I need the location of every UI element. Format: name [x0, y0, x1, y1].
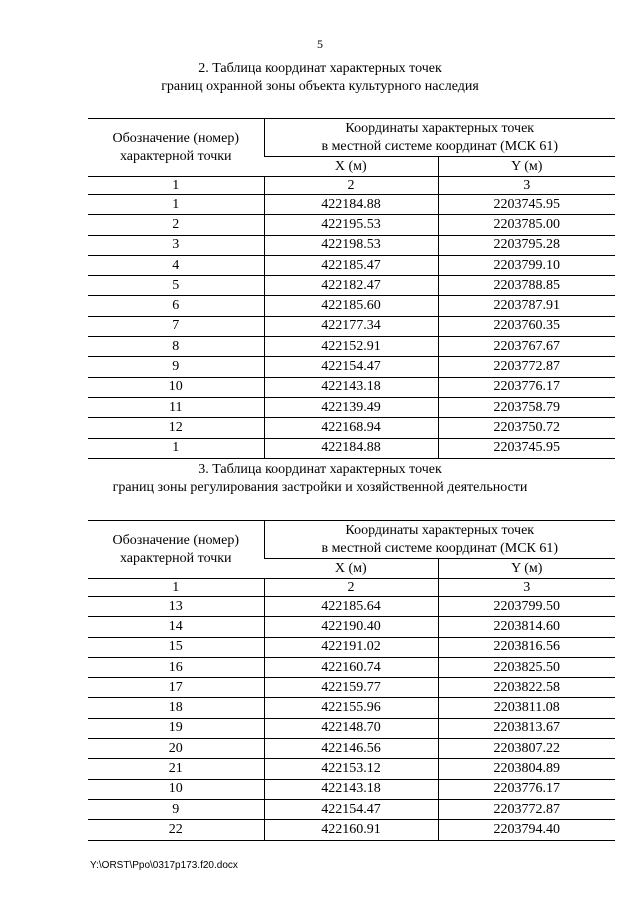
header-y: Y (м) [438, 157, 615, 177]
table1-coordinates [88, 118, 615, 459]
y-coordinate-cell: 2203750.72 [438, 418, 615, 438]
point-number-cell: 7 [88, 316, 264, 336]
point-number-cell: 13 [88, 597, 264, 617]
table-row [88, 678, 615, 698]
x-coordinate-cell: 422148.70 [264, 718, 438, 738]
table2-title-line1: 3. Таблица координат характерных точек [198, 462, 442, 477]
y-coordinate-cell: 2203767.67 [438, 337, 615, 357]
y-coordinate-cell: 2203745.95 [438, 195, 615, 215]
y-coordinate-cell: 2203799.10 [438, 255, 615, 275]
table-row [88, 657, 615, 677]
table-row [88, 617, 615, 637]
table1-title-line1: 2. Таблица координат характерных точек [198, 61, 442, 76]
table-row [88, 779, 615, 799]
x-coordinate-cell: 422177.34 [264, 316, 438, 336]
point-number-cell: 10 [88, 779, 264, 799]
y-coordinate-cell: 2203804.89 [438, 759, 615, 779]
x-coordinate-cell: 422154.47 [264, 799, 438, 819]
x-coordinate-cell: 422184.88 [264, 438, 438, 458]
header-coords-line1: Координаты характерных точек [345, 120, 535, 136]
x-coordinate-cell: 422153.12 [264, 759, 438, 779]
column-number-2: 2 [264, 579, 438, 597]
table-row [88, 337, 615, 357]
header-point-cell [88, 521, 264, 579]
table-row [88, 195, 615, 215]
y-coordinate-cell: 2203811.08 [438, 698, 615, 718]
point-number-cell: 21 [88, 759, 264, 779]
table-row [88, 235, 615, 255]
header-coords-line2: в местной системе координат (МСК 61) [321, 540, 559, 556]
table1-body [88, 195, 615, 459]
x-coordinate-cell: 422185.64 [264, 597, 438, 617]
point-number-cell: 10 [88, 377, 264, 397]
x-coordinate-cell: 422143.18 [264, 377, 438, 397]
table-row [88, 637, 615, 657]
x-coordinate-cell: 422155.96 [264, 698, 438, 718]
point-number-cell: 3 [88, 235, 264, 255]
table-row [88, 215, 615, 235]
header-point-line1: Обозначение (номер) [112, 532, 239, 548]
x-coordinate-cell: 422195.53 [264, 215, 438, 235]
y-coordinate-cell: 2203760.35 [438, 316, 615, 336]
x-coordinate-cell: 422160.91 [264, 820, 438, 840]
table-row [88, 438, 615, 458]
table-row [88, 759, 615, 779]
x-coordinate-cell: 422191.02 [264, 637, 438, 657]
table1-title-line2: границ охранной зоны объекта культурного наследия [161, 79, 479, 94]
header-coords-line2: в местной системе координат (МСК 61) [321, 138, 559, 154]
y-coordinate-cell: 2203772.87 [438, 357, 615, 377]
x-coordinate-cell: 422154.47 [264, 357, 438, 377]
table-row [88, 255, 615, 275]
table2-title [0, 461, 640, 497]
y-coordinate-cell: 2203813.67 [438, 718, 615, 738]
header-coords-cell [264, 119, 615, 157]
point-number-cell: 6 [88, 296, 264, 316]
table-row [88, 718, 615, 738]
x-coordinate-cell: 422159.77 [264, 678, 438, 698]
y-coordinate-cell: 2203816.56 [438, 637, 615, 657]
table2-body [88, 597, 615, 841]
y-coordinate-cell: 2203795.28 [438, 235, 615, 255]
table-row [88, 316, 615, 336]
point-number-cell: 14 [88, 617, 264, 637]
x-coordinate-cell: 422182.47 [264, 276, 438, 296]
x-coordinate-cell: 422198.53 [264, 235, 438, 255]
x-coordinate-cell: 422143.18 [264, 779, 438, 799]
table-row [88, 377, 615, 397]
y-coordinate-cell: 2203799.50 [438, 597, 615, 617]
table-row [88, 799, 615, 819]
x-coordinate-cell: 422168.94 [264, 418, 438, 438]
point-number-cell: 16 [88, 657, 264, 677]
y-coordinate-cell: 2203776.17 [438, 377, 615, 397]
header-point-line1: Обозначение (номер) [112, 130, 239, 146]
header-y: Y (м) [438, 559, 615, 579]
y-coordinate-cell: 2203785.00 [438, 215, 615, 235]
header-coords-line1: Координаты характерных точек [345, 522, 535, 538]
point-number-cell: 9 [88, 799, 264, 819]
x-coordinate-cell: 422184.88 [264, 195, 438, 215]
table2-coordinates [88, 520, 615, 841]
y-coordinate-cell: 2203772.87 [438, 799, 615, 819]
header-point-line2: характерной точки [119, 148, 232, 164]
table-row [88, 276, 615, 296]
y-coordinate-cell: 2203745.95 [438, 438, 615, 458]
page-number: 5 [317, 37, 323, 51]
x-coordinate-cell: 422190.40 [264, 617, 438, 637]
table-row [88, 397, 615, 417]
x-coordinate-cell: 422160.74 [264, 657, 438, 677]
table-row [88, 820, 615, 840]
point-number-cell: 9 [88, 357, 264, 377]
table-row [88, 296, 615, 316]
column-number-3: 3 [438, 177, 615, 195]
point-number-cell: 17 [88, 678, 264, 698]
column-number-2: 2 [264, 177, 438, 195]
table2-title-line2: границ зоны регулирования застройки и хозяйственной деятельности [112, 480, 528, 495]
point-number-cell: 19 [88, 718, 264, 738]
header-x: X (м) [264, 157, 438, 177]
point-number-cell: 11 [88, 397, 264, 417]
y-coordinate-cell: 2203758.79 [438, 397, 615, 417]
y-coordinate-cell: 2203807.22 [438, 739, 615, 759]
header-point-line2: характерной точки [119, 550, 232, 566]
point-number-cell: 1 [88, 438, 264, 458]
point-number-cell: 1 [88, 195, 264, 215]
table-row [88, 739, 615, 759]
point-number-cell: 4 [88, 255, 264, 275]
x-coordinate-cell: 422146.56 [264, 739, 438, 759]
x-coordinate-cell: 422185.60 [264, 296, 438, 316]
column-number-1: 1 [88, 177, 264, 195]
point-number-cell: 2 [88, 215, 264, 235]
y-coordinate-cell: 2203788.85 [438, 276, 615, 296]
x-coordinate-cell: 422185.47 [264, 255, 438, 275]
x-coordinate-cell: 422152.91 [264, 337, 438, 357]
y-coordinate-cell: 2203794.40 [438, 820, 615, 840]
y-coordinate-cell: 2203776.17 [438, 779, 615, 799]
point-number-cell: 15 [88, 637, 264, 657]
column-number-1: 1 [88, 579, 264, 597]
header-x: X (м) [264, 559, 438, 579]
table-row [88, 698, 615, 718]
header-coords-cell [264, 521, 615, 559]
y-coordinate-cell: 2203825.50 [438, 657, 615, 677]
header-point-cell [88, 119, 264, 177]
point-number-cell: 22 [88, 820, 264, 840]
table-row [88, 597, 615, 617]
table-row [88, 357, 615, 377]
x-coordinate-cell: 422139.49 [264, 397, 438, 417]
point-number-cell: 18 [88, 698, 264, 718]
point-number-cell: 8 [88, 337, 264, 357]
y-coordinate-cell: 2203787.91 [438, 296, 615, 316]
file-path-footer: Y:\ORST\Ppo\0317p173.f20.docx [90, 860, 238, 871]
point-number-cell: 12 [88, 418, 264, 438]
y-coordinate-cell: 2203814.60 [438, 617, 615, 637]
y-coordinate-cell: 2203822.58 [438, 678, 615, 698]
table-row [88, 418, 615, 438]
point-number-cell: 20 [88, 739, 264, 759]
table1-title [0, 60, 640, 96]
point-number-cell: 5 [88, 276, 264, 296]
column-number-3: 3 [438, 579, 615, 597]
